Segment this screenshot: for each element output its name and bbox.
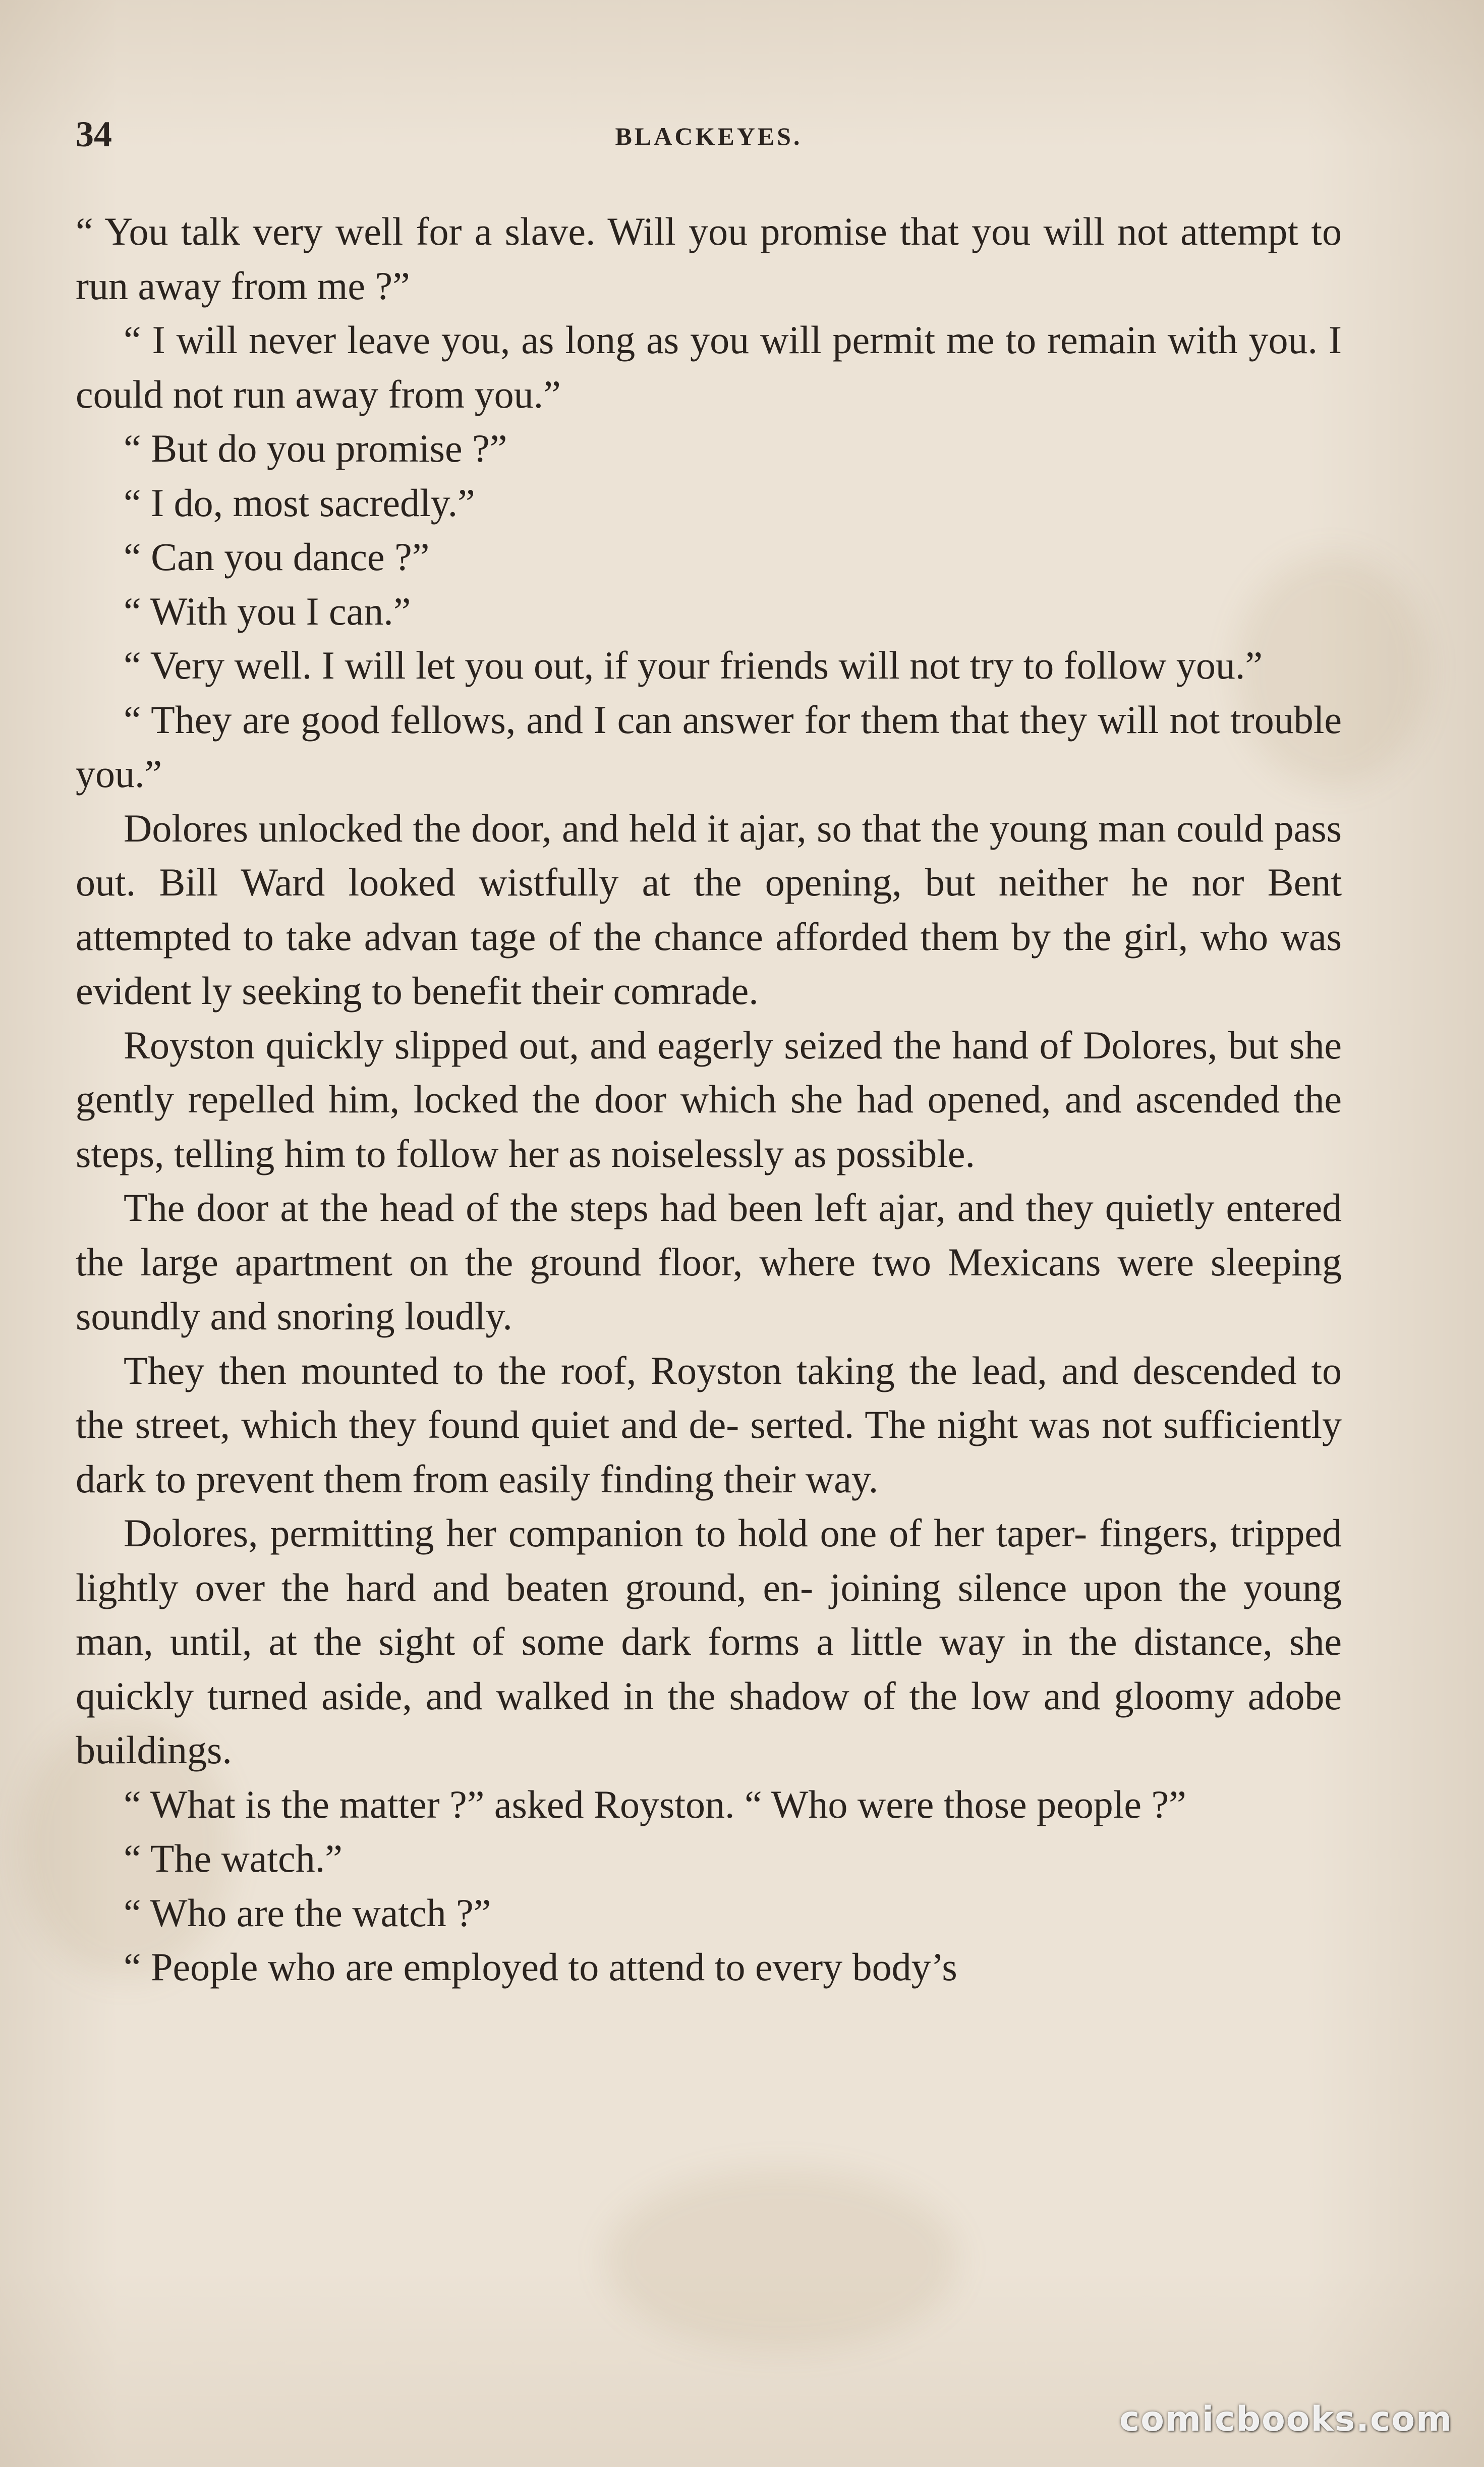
paragraph: “ Can you dance ?” xyxy=(124,535,430,579)
paragraph: “ They are good fellows, and I can answer for them that they will not trouble you.” xyxy=(76,697,1342,796)
body-text xyxy=(76,204,1342,1994)
paragraph: The door at the head of the steps had been left ajar, and they quietly entered the large apartment on the ground floor, where two Mexicans were sleeping soundly and snoring loudly. xyxy=(76,1186,1342,1338)
watermark: comicbooks.com xyxy=(1119,2399,1453,2439)
paragraph: “ With you I can.” xyxy=(124,589,411,633)
paragraph: “ You talk very well for a slave. Will you promise that you will not attempt to run away from me ?” xyxy=(76,209,1342,308)
paragraph: “ What is the matter ?” asked Royston. “ Who were those people ?” xyxy=(124,1782,1186,1826)
paragraph: “ I will never leave you, as long as you will permit me to remain with you. I could not run away from you.” xyxy=(76,318,1342,416)
paragraph: “ The watch.” xyxy=(124,1836,343,1880)
paragraph: They then mounted to the roof, Royston taking the lead, and descended to the street, which they found quiet and de- serted. The night was not sufficiently dark to prevent them from easily finding their way. xyxy=(76,1348,1342,1501)
running-head: BLACKEYES. xyxy=(615,122,803,150)
paragraph: “ Who are the watch ?” xyxy=(124,1890,491,1935)
paper-stain xyxy=(605,2169,958,2351)
paragraph: Royston quickly slipped out, and eagerly seized the hand of Dolores, but she gently repelled him, locked the door which she had opened, and ascended the steps, telling him to follow her as noiselessly as possible. xyxy=(76,1023,1342,1175)
paragraph: Dolores unlocked the door, and held it ajar, so that the young man could pass out. Bill Ward looked wistfully at the opening, but neither he nor Bent attempted to take advan tage of the chance afforded them by the girl, who was evident ly seeking to benefit their comrade. xyxy=(76,806,1342,1013)
paragraph: “ But do you promise ?” xyxy=(124,426,507,470)
paragraph: “ I do, most sacredly.” xyxy=(124,480,475,525)
paragraph: Dolores, permitting her companion to hold one of her taper- fingers, tripped lightly over the hard and beaten ground, en- joining silence upon the young man, until, at the sight of some dark forms a little way in the distance, she quickly turned aside, and walked in the shadow of the low and gloomy adobe buildings. xyxy=(76,1511,1342,1772)
page-number: 34 xyxy=(76,114,112,154)
paragraph: “ People who are employed to attend to every body’s xyxy=(124,1945,957,1989)
page-header xyxy=(76,114,1342,159)
paragraph: “ Very well. I will let you out, if your friends will not try to follow you.” xyxy=(124,643,1263,687)
